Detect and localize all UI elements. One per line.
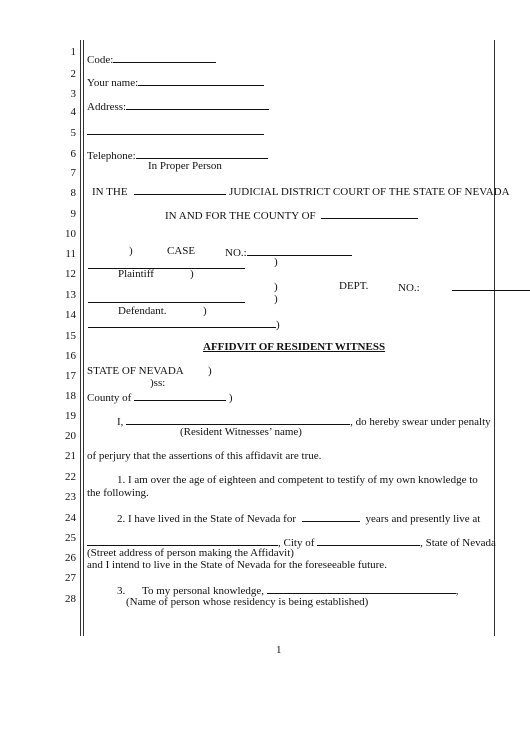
defendant-bottom-field[interactable] xyxy=(88,317,276,328)
venue-ss: )ss: xyxy=(150,377,166,389)
line-number: 11 xyxy=(65,248,76,260)
plaintiff-label: Plaintiff xyxy=(118,268,154,280)
county-line xyxy=(165,208,418,222)
document-title: AFFIDVIT OF RESIDENT WITNESS xyxy=(203,341,386,353)
witness-line xyxy=(117,414,491,428)
para2-end: years and presently live at xyxy=(365,513,481,525)
telephone-field[interactable] xyxy=(136,148,268,159)
line-number: 1 xyxy=(70,46,76,58)
in-the-label: IN THE xyxy=(92,186,128,198)
line-number: 10 xyxy=(65,228,76,240)
witness-name-field[interactable] xyxy=(126,414,350,425)
name-line xyxy=(87,75,264,89)
county-text: IN AND FOR THE COUNTY OF xyxy=(165,210,316,222)
line-number: 19 xyxy=(65,410,76,422)
line-number: 22 xyxy=(65,471,76,483)
left-margin-rule-inner xyxy=(83,40,84,636)
line-number: 15 xyxy=(65,330,76,342)
line-number: 26 xyxy=(65,552,76,564)
in-proper-person: In Proper Person xyxy=(148,160,222,172)
line-number: 2 xyxy=(70,68,76,80)
swear-text: , do hereby swear under penalty xyxy=(350,416,491,428)
para3-caption: (Name of person whose residency is being established) xyxy=(126,596,369,608)
line-number: 7 xyxy=(70,167,76,179)
caption-paren-6: ) xyxy=(203,305,207,317)
defendant-name-field[interactable] xyxy=(88,292,245,303)
caption-paren-7: ) xyxy=(276,319,280,331)
address-line xyxy=(87,99,269,113)
defendant-name-line xyxy=(88,292,245,306)
line-number: 3 xyxy=(70,88,76,100)
years-field[interactable] xyxy=(302,511,360,522)
line-number: 27 xyxy=(65,572,76,584)
code-line xyxy=(87,52,216,66)
i-label: I, xyxy=(117,416,124,428)
venue-paren-2: ) xyxy=(228,392,233,404)
para3-comma: , xyxy=(455,585,459,597)
your-name-field[interactable] xyxy=(138,75,264,86)
state-of-nevada-suffix: , State of Nevada xyxy=(420,537,496,549)
line-number: 16 xyxy=(65,350,76,362)
telephone-label: Telephone: xyxy=(87,150,136,162)
line-number: 28 xyxy=(65,593,76,605)
caption-paren-2: ) xyxy=(274,256,278,268)
caption-paren-1: ) xyxy=(129,245,133,257)
caption-paren-3: ) xyxy=(190,268,194,280)
witness-name-caption: (Resident Witnesses’ name) xyxy=(180,426,302,438)
line-number: 18 xyxy=(65,390,76,402)
city-label: , City of xyxy=(278,537,315,549)
code-field[interactable] xyxy=(113,52,216,63)
page-number: 1 xyxy=(276,644,282,656)
address-line-2 xyxy=(87,124,264,138)
your-name-label: Your name: xyxy=(87,77,139,89)
line-number: 6 xyxy=(70,148,76,160)
line-number: 14 xyxy=(65,309,76,321)
resident-name-field[interactable] xyxy=(267,583,456,594)
address-field-2[interactable] xyxy=(87,124,264,135)
case-label: CASE xyxy=(167,245,196,257)
para2-line xyxy=(117,511,480,525)
address-label: Address: xyxy=(87,101,127,113)
street-caption: (Street address of person making the Affidavit) xyxy=(87,547,294,559)
line-number: 9 xyxy=(70,208,76,220)
district-court-text: JUDICIAL DISTRICT COURT OF THE STATE OF NEVADA xyxy=(229,186,510,198)
line-number: 20 xyxy=(65,430,76,442)
caption-paren-5: ) xyxy=(274,293,278,305)
dept-number xyxy=(398,280,530,294)
case-number-field[interactable] xyxy=(247,245,352,256)
case-no-label: NO.: xyxy=(225,247,247,259)
line-number: 12 xyxy=(65,268,76,280)
defendant-label: Defendant. xyxy=(118,305,167,317)
intend-text: and I intend to live in the State of Nevada for the foreseeable future. xyxy=(87,559,387,571)
dept-no-label: NO.: xyxy=(398,282,420,294)
dept-number-field[interactable] xyxy=(452,280,530,291)
line-number: 4 xyxy=(70,106,76,118)
para3-line xyxy=(117,583,459,597)
para3-num: 3. xyxy=(117,585,126,597)
line-number: 5 xyxy=(70,127,76,139)
left-margin-rule-outer xyxy=(80,40,81,636)
code-label: Code: xyxy=(87,54,114,66)
county-field[interactable] xyxy=(321,208,418,219)
para1-line1: 1. I am over the age of eighteen and competent to testify of my own knowledge to xyxy=(117,474,478,486)
para2-start: 2. I have lived in the State of Nevada for xyxy=(117,513,296,525)
address-field[interactable] xyxy=(126,99,269,110)
line-number: 13 xyxy=(65,289,76,301)
line-number: 21 xyxy=(65,450,76,462)
state-of-nevada: STATE OF NEVADA xyxy=(87,365,184,377)
caption-paren-4: ) xyxy=(274,281,278,293)
perjury-text: of perjury that the assertions of this affidavit are true. xyxy=(87,450,322,462)
district-court-line xyxy=(92,184,510,198)
line-number: 23 xyxy=(65,491,76,503)
city-field[interactable] xyxy=(317,535,420,546)
para3-text: To my personal knowledge, xyxy=(142,585,265,597)
line-number: 8 xyxy=(70,187,76,199)
county-of-label: County of xyxy=(87,392,132,404)
plaintiff-name-line xyxy=(88,258,245,272)
county-of-line xyxy=(87,390,232,404)
line-number: 24 xyxy=(65,512,76,524)
case-number xyxy=(225,245,352,259)
venue-county-field[interactable] xyxy=(134,390,226,401)
defendant-bottom-line xyxy=(88,317,280,331)
venue-paren-1: ) xyxy=(208,365,212,377)
para1-line2: the following. xyxy=(87,487,149,499)
line-number: 25 xyxy=(65,532,76,544)
district-number-field[interactable] xyxy=(134,184,226,195)
dept-label: DEPT. xyxy=(339,280,369,292)
line-number: 17 xyxy=(65,370,76,382)
street-address-field[interactable] xyxy=(87,535,278,546)
plaintiff-name-field[interactable] xyxy=(88,258,245,269)
